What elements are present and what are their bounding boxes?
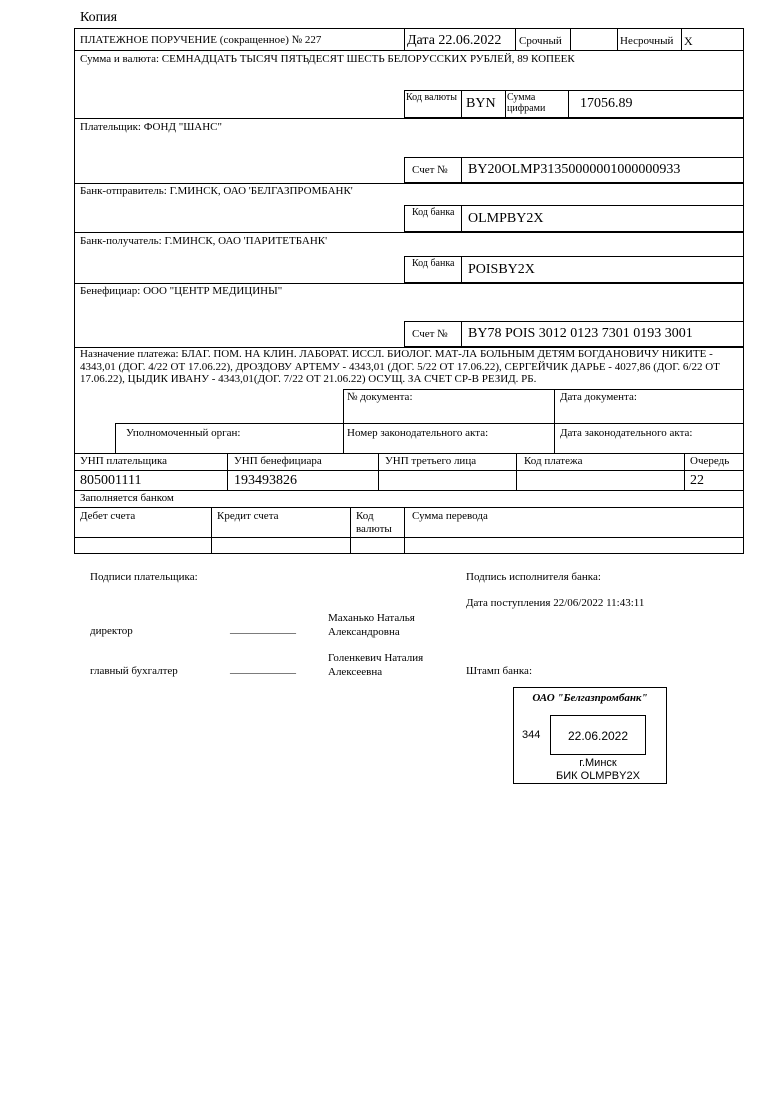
divider (343, 389, 344, 453)
payer-signatures-label: Подписи плательщика: (90, 571, 198, 583)
receiver-bank-label: Банк-получатель: Г.МИНСК, ОАО 'ПАРИТЕТБАНК' (80, 235, 328, 247)
divider (211, 507, 212, 554)
beneficiary-account: BY78 POIS 3012 0123 7301 0193 3001 (468, 326, 693, 341)
divider (461, 205, 462, 232)
divider (74, 490, 744, 491)
law-number-label: Номер законодательного акта: (347, 427, 489, 439)
divider (681, 28, 682, 50)
receiver-bank-code: POISBY2X (468, 262, 535, 277)
divider (461, 90, 462, 118)
payer-unp-label: УНП плательщика (80, 455, 168, 467)
nonurgent-mark: X (684, 34, 693, 48)
payment-purpose: Назначение платежа: БЛАГ. ПОМ. НА КЛИН. ЛАБОРАТ. ИССЛ. БИОЛОГ. МАТ-ЛА БОЛЬНЫМ ДЕТЯМ БОГДАНОВИЧУ НИКИТЕ - 4343,01 (ДОГ. 4/22 ОТ 17.06.22), ДРОЗДОВУ АРТЕМУ - 4343,01 (ДОГ. 5/22 ОТ 17.06.22), СЕРГЕЙЧИК ДАРЬЕ - 4027,86 (ДОГ. 6/22 ОТ 17.06.22), ЦЫДИК ИВАНУ - 4343,01(ДОГ. 7/22 ОТ 21.06.22) ОСУЩ. ЗА СЧЕТ СР-В РЕЗИД. РБ. (80, 348, 720, 385)
stamp-date: 22.06.2022 (567, 729, 629, 743)
beneficiary-label: Бенефициар: ООО "ЦЕНТР МЕДИЦИНЫ" (80, 285, 283, 297)
bank-signature-label: Подпись исполнителя банка: (466, 571, 601, 583)
payment-code-label: Код платежа (524, 455, 583, 467)
credit-label: Кредит счета (217, 510, 279, 522)
divider (74, 232, 744, 233)
currency-code-label: Код валюты (406, 92, 458, 103)
divider (568, 90, 569, 118)
divider (74, 183, 744, 184)
divider (343, 423, 744, 424)
director-name: Маханько Наталья Александровна (328, 612, 415, 638)
divider (684, 453, 685, 490)
debit-label: Дебет счета (80, 510, 136, 522)
divider (461, 256, 462, 283)
divider (74, 283, 744, 284)
stamp-label: Штамп банка: (466, 665, 532, 677)
director-label: директор (90, 625, 133, 637)
director-signature-line: ____________ (230, 623, 296, 635)
divider (505, 90, 506, 118)
divider (461, 321, 462, 347)
document-title: ПЛАТЕЖНОЕ ПОРУЧЕНИЕ (сокращенное) № 227 (80, 34, 322, 46)
divider (617, 28, 618, 50)
divider (115, 423, 116, 453)
authority-label: Уполномоченный орган: (126, 427, 241, 439)
divider (350, 507, 351, 554)
beneficiary-account-label: Счет № (412, 328, 448, 340)
bank-fill-label: Заполняется банком (80, 492, 174, 504)
beneficiary-unp-label: УНП бенефициара (234, 455, 322, 467)
sum-digits: 17056.89 (580, 96, 633, 111)
accountant-label: главный бухгалтер (90, 665, 178, 677)
divider (404, 507, 405, 554)
doc-number-label: № документа: (347, 391, 413, 403)
divider (74, 537, 744, 538)
sender-bank-label: Банк-отправитель: Г.МИНСК, ОАО 'БЕЛГАЗПРОМБАНК' (80, 185, 353, 197)
payer-label: Плательщик: ФОНД "ШАНС" (80, 121, 223, 133)
currency-code: BYN (466, 96, 496, 111)
divider (343, 389, 744, 390)
third-party-unp-label: УНП третьего лица (385, 455, 477, 467)
document-date: Дата 22.06.2022 (407, 33, 502, 48)
queue-value: 22 (690, 473, 704, 488)
transfer-currency-label: Код валюты (356, 510, 392, 535)
divider (74, 118, 744, 119)
payer-account: BY20OLMP31350000001000000933 (468, 162, 681, 177)
sender-bank-code-label: Код банка (412, 207, 455, 218)
beneficiary-unp: 193493826 (234, 473, 297, 488)
accountant-signature-line: ____________ (230, 663, 296, 675)
payer-unp: 805001111 (80, 473, 142, 488)
divider (74, 50, 744, 51)
received-date: Дата поступления 22/06/2022 11:43:11 (466, 597, 645, 609)
payer-account-label: Счет № (412, 164, 448, 176)
divider (404, 28, 405, 50)
urgent-label: Срочный (519, 35, 562, 47)
sender-bank-code: OLMPBY2X (468, 211, 544, 226)
divider (115, 423, 343, 424)
stamp-city: г.Минск (579, 757, 617, 769)
divider (74, 470, 744, 471)
stamp-bank-name: ОАО "Белгазпромбанк" (532, 692, 648, 704)
doc-date-label: Дата документа: (560, 391, 637, 403)
receiver-bank-code-label: Код банка (412, 258, 455, 269)
divider (378, 453, 379, 490)
divider (515, 28, 516, 50)
divider (74, 507, 744, 508)
transfer-amount-label: Сумма перевода (412, 510, 488, 522)
stamp-bic: БИК OLMPBY2X (556, 770, 640, 782)
divider (554, 389, 555, 453)
divider (570, 28, 571, 50)
sum-digits-label: Сумма цифрами (507, 92, 546, 114)
law-date-label: Дата законодательного акта: (560, 427, 693, 439)
divider (461, 157, 462, 183)
divider (227, 453, 228, 490)
queue-label: Очередь (690, 455, 730, 467)
accountant-name: Голенкевич Наталия Алексеевна (328, 652, 424, 678)
stamp-number: 344 (522, 729, 541, 741)
copy-label: Копия (80, 10, 118, 25)
amount-in-words: Сумма и валюта: СЕМНАДЦАТЬ ТЫСЯЧ ПЯТЬДЕСЯТ ШЕСТЬ БЕЛОРУССКИХ РУБЛЕЙ, 89 КОПЕЕК (80, 53, 575, 65)
divider (74, 453, 744, 454)
nonurgent-label: Несрочный (620, 35, 674, 47)
divider (516, 453, 517, 490)
